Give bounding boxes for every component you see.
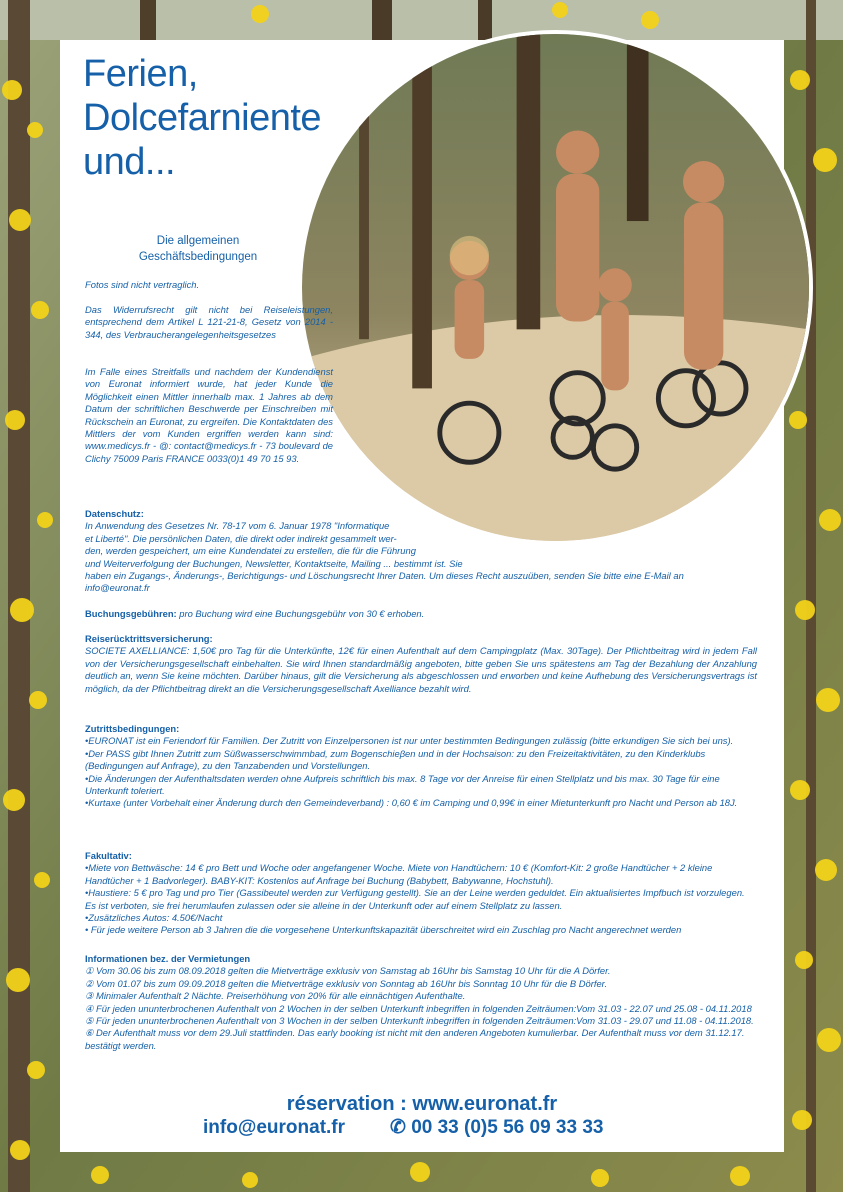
list-item: •Miete von Bettwäsche: 14 € pro Bett und Woche oder angefangener Woche. Miete von Handtüchern: 10 € (Komfort-Kit: 2 große Handtücher + 2 kleine Handtücher + 1 Badvorleger). BABY-KIT: Kostenlos auf Anfrage bei Buchung (Babybett, Babywanne, Hochstuhl). bbox=[85, 862, 713, 886]
section-heading: Reiserücktrittsversicherung: bbox=[85, 633, 213, 644]
list-item: •Zusätzliches Autos: 4.50€/Nacht bbox=[85, 912, 223, 924]
list-item: ⑥ Der Aufenthalt muss vor dem 29.Juli stattfinden. Das early booking ist nicht mit den anderen Angeboten kumulierbar. Der Aufenthalt muss vor dem 31.12.17. bestätigt werden. bbox=[85, 1027, 745, 1051]
subtitle-line: Geschäftsbedingungen bbox=[138, 251, 258, 263]
title-line: Ferien, bbox=[83, 53, 198, 95]
section-heading: Informationen bez. der Vermietungen bbox=[85, 953, 251, 964]
list-item: ② Vom 01.07 bis zum 09.09.2018 gelten die Mietverträge exklusiv von Sonntag ab 16Uhr bis Sonntag 10 Uhr für die B Dörfer. bbox=[85, 977, 608, 989]
page-title bbox=[83, 52, 321, 184]
section-line: info@euronat.fr bbox=[85, 582, 150, 594]
list-item: •Die Änderungen der Aufenthaltsdaten werden ohne Aufpreis schriftlich bis max. 8 Tage vor der Anreise für einen Stellplatz und bis max. 30 Tage für eine Unterkunft toleriert. bbox=[85, 772, 720, 797]
section-heading: Fakultativ: bbox=[85, 850, 132, 861]
list-item: •Kurtaxe (unter Vorbehalt einer Änderung durch den Gemeindeverband) : 0,60 € im Camping und 0,99€ in einer Mietunterkunft pro Nacht und Person ab 18J. bbox=[85, 797, 738, 809]
family-cycling-photo bbox=[298, 30, 813, 545]
section-heading: Datenschutz: bbox=[85, 508, 144, 519]
list-item: •Der PASS gibt Ihnen Zutritt zum Süßwasserschwimmbad, zum Bogenschieβen und in der Hochsaison: zu den Freizeitaktivitäten, zu den Kinderklubs (Bedingungen auf Anfrage), zu den Tanzabenden und Vorstellungen. bbox=[85, 747, 706, 772]
section-line: den, werden gespeichert, um eine Kundendatei zu erstellen, die für die Führung bbox=[85, 545, 416, 557]
reservation-link[interactable]: réservation : www.euronat.fr bbox=[286, 1093, 558, 1115]
withdrawal-right-text: Das Widerrufsrecht gilt nicht bei Reiseleistungen, entsprechend dem Artikel L 121-21-8, Gesetz von 2014 - 344, des Verbraucherangelegenheitsgesetzes bbox=[85, 304, 333, 340]
list-item: ④ Für jeden ununterbrochenen Aufenthalt von 2 Wochen in der selben Unterkunft inbegriffen in folgenden Zeiträumen:Vom 31.03 - 22.07 und 25.08 - 04.11.2018 bbox=[85, 1002, 752, 1014]
email-link[interactable]: info@euronat.fr bbox=[203, 1117, 346, 1138]
list-item: •Haustiere: 5 € pro Tag und pro Tier (Gassibeutel werden zur Verfügung gestellt). Sie an der Leine werden geduldet. Ein aktualisiertes Impfbuch ist vorzulegen. Es ist verboten, sie frei herumlaufen zulassen oder sie alleine in der Unterkunft oder auf einem Stellplatz zu lassen. bbox=[85, 887, 745, 911]
section-heading: Buchungsgebühren: bbox=[85, 608, 177, 619]
list-item: •EURONAT ist ein Feriendorf für Familien. Der Zutritt von Einzelpersonen ist nur unter bestimmten Bedingungen zulässig (bitte erkundigen Sie sich bei uns). bbox=[85, 735, 734, 747]
section-line: haben ein Zugangs-, Änderungs-, Berichtigungs- und Löschungsrecht Ihrer Daten. Um dieses Recht auszuüben, senden Sie bitte eine E-Mail an bbox=[85, 570, 684, 582]
section-text: pro Buchung wird eine Buchungsgebühr von 30 € erhoben. bbox=[176, 608, 425, 619]
list-item: ① Vom 30.06 bis zum 08.09.2018 gelten die Mietverträge exklusiv von Samstag ab 16Uhr bis Samstag 10 Uhr für die A Dörfer. bbox=[85, 965, 611, 977]
subtitle bbox=[108, 233, 288, 265]
vermietungen-section bbox=[85, 953, 757, 1052]
reiseruecktritt-section bbox=[85, 633, 757, 695]
datenschutz-section bbox=[85, 508, 757, 595]
title-line: und... bbox=[83, 141, 176, 183]
subtitle-line: Die allgemeinen bbox=[156, 235, 240, 247]
phone-number[interactable]: ✆ 00 33 (0)5 56 09 33 33 bbox=[390, 1117, 604, 1138]
photo-disclaimer: Fotos sind nicht vertraglich. bbox=[85, 279, 200, 290]
list-item: ⑤ Für jeden ununterbrochenen Aufenthalt von 3 Wochen in der selben Unterkunft inbegriffen in folgenden Zeiträumen:Vom 31.03 - 29.07 und 11.08 - 04.11.2018. bbox=[85, 1015, 754, 1027]
dispute-mediator-text: Im Falle eines Streitfalls und nachdem der Kundendienst von Euronat informiert wurde, hat jeder Kunde die Möglichkeit einen Mittler innerhalb max. 1 Jahres ab dem Datum der schriftlichen Beschwerde per Einschreiben mit Rückschein an Euronat, zu ergreifen. Die Kontaktdaten des Mittlers der vom Kunden ergriffen werden kann sind: www.medicys.fr - @: contact@medicys.fr - 73 boulevard de Clichy 75009 Paris FRANCE 0033(0)1 49 70 15 93. bbox=[85, 366, 333, 464]
list-item: ③ Minimaler Aufenthalt 2 Nächte. Preiserhöhung von 20% für alle einnächtigen Aufenthalte. bbox=[85, 990, 466, 1002]
section-line: et Liberté". Die persönlichen Daten, die direkt oder indirekt gesammelt wer- bbox=[85, 532, 397, 544]
fakultativ-section bbox=[85, 850, 757, 937]
buchungsgebuehren-section bbox=[85, 608, 757, 620]
zutritt-section bbox=[85, 723, 757, 810]
title-line: Dolcefarniente bbox=[83, 97, 322, 139]
section-line: und Weiterverfolgung der Buchungen, Newsletter, Kontaktseite, Mailing ... bestimmt ist. Sie bbox=[85, 557, 463, 569]
section-heading: Zutrittsbedingungen: bbox=[85, 723, 180, 734]
section-line: In Anwendung des Gesetzes Nr. 78-17 vom 6. Januar 1978 "Informatique bbox=[85, 520, 390, 532]
section-text: SOCIETE AXELLIANCE: 1,50€ pro Tag für die Unterkünfte, 12€ für einen Aufenthalt auf dem Campingplatz (Max. 30Tage). Der Pflichtbeitrag wird in jedem Fall von der Versicherungsgesellschaft einbehalten. Sie wird Ihnen standardmäßig angeboten, bitte geben Sie uns spätestens am Tag der Bezahlung der Anzahlung deutlich an, wenn Sie keine möchten. Darüber hinaus, gilt die Versicherung als abgeschlossen und erworben und keine Aufhebung des Versicherungsvertrags ist möglich, da der Pflichtbeitrag direkt an die Versicherungsgesellschaft Axelliance bezahlt wird. bbox=[85, 645, 757, 694]
list-item: • Für jede weitere Person ab 3 Jahren die die vorgesehene Unterkunftskapazität überschreitet wird ein Zuschlag pro Nacht angerechnet werden bbox=[85, 924, 682, 936]
